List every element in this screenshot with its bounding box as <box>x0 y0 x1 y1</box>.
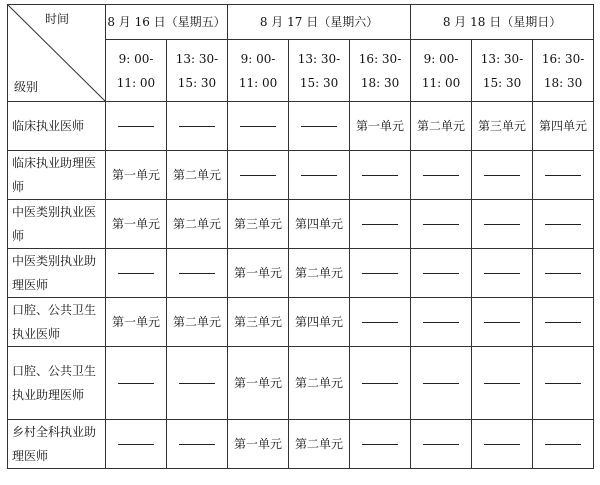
slot-end: 18: 30 <box>543 75 583 90</box>
slot-start: 13: 30- <box>480 51 524 66</box>
dash-line <box>118 444 154 445</box>
dash-line <box>484 444 520 445</box>
header-slot <box>533 40 594 102</box>
empty-cell <box>350 347 411 420</box>
unit-cell: 第四单元 <box>289 200 350 249</box>
dash-line <box>423 444 459 445</box>
empty-cell <box>350 200 411 249</box>
empty-cell <box>533 347 594 420</box>
empty-cell <box>411 420 472 469</box>
dash-line <box>545 273 581 274</box>
empty-cell <box>411 298 472 347</box>
empty-cell <box>472 298 533 347</box>
empty-cell <box>228 102 289 151</box>
empty-cell <box>472 420 533 469</box>
row-level-label: 临床执业助理医师 <box>8 151 106 200</box>
empty-cell <box>472 151 533 200</box>
dash-line <box>423 322 459 323</box>
empty-cell <box>228 151 289 200</box>
slot-end: 15: 30 <box>177 75 217 90</box>
row-level-label: 中医类别执业医师 <box>8 200 106 249</box>
dash-line <box>118 383 154 384</box>
header-slot <box>289 40 350 102</box>
dash-line <box>484 175 520 176</box>
dash-line <box>362 224 398 225</box>
empty-cell <box>472 347 533 420</box>
header-corner-cell <box>8 5 106 102</box>
dash-line <box>484 383 520 384</box>
header-slot <box>411 40 472 102</box>
slot-end: 11: 00 <box>116 75 156 90</box>
dash-line <box>545 383 581 384</box>
header-slot <box>472 40 533 102</box>
unit-cell: 第一单元 <box>228 249 289 298</box>
slot-end: 15: 30 <box>482 75 522 90</box>
dash-line <box>423 224 459 225</box>
table-row <box>8 249 594 298</box>
empty-cell <box>106 102 167 151</box>
empty-cell <box>289 151 350 200</box>
unit-cell: 第一单元 <box>106 200 167 249</box>
empty-cell <box>106 347 167 420</box>
unit-cell: 第四单元 <box>533 102 594 151</box>
header-level-label: 级别 <box>14 80 39 94</box>
slot-end: 11: 00 <box>421 75 461 90</box>
empty-cell <box>289 102 350 151</box>
dash-line <box>179 444 215 445</box>
dash-line <box>362 175 398 176</box>
row-level-label: 中医类别执业助理医师 <box>8 249 106 298</box>
slot-end: 15: 30 <box>299 75 339 90</box>
dash-line <box>179 273 215 274</box>
unit-cell: 第二单元 <box>167 200 228 249</box>
table-row <box>8 420 594 469</box>
empty-cell <box>167 249 228 298</box>
dash-line <box>545 175 581 176</box>
header-slot <box>106 40 167 102</box>
unit-cell: 第二单元 <box>289 249 350 298</box>
empty-cell <box>167 420 228 469</box>
unit-cell: 第二单元 <box>411 102 472 151</box>
empty-cell <box>411 249 472 298</box>
dash-line <box>118 273 154 274</box>
empty-cell <box>472 249 533 298</box>
header-date-18: 8 月 18 日（星期日） <box>411 5 594 40</box>
unit-cell: 第三单元 <box>228 200 289 249</box>
slot-start: 16: 30- <box>358 51 402 66</box>
header-row-dates <box>8 5 594 40</box>
dash-line <box>362 273 398 274</box>
unit-cell: 第三单元 <box>228 298 289 347</box>
header-time-label: 时间 <box>44 12 69 26</box>
empty-cell <box>411 200 472 249</box>
dash-line <box>179 383 215 384</box>
unit-cell: 第一单元 <box>350 102 411 151</box>
empty-cell <box>411 151 472 200</box>
empty-cell <box>533 200 594 249</box>
unit-cell: 第二单元 <box>167 298 228 347</box>
header-slot <box>350 40 411 102</box>
empty-cell <box>350 298 411 347</box>
unit-cell: 第二单元 <box>289 420 350 469</box>
dash-line <box>484 224 520 225</box>
empty-cell <box>533 249 594 298</box>
dash-line <box>362 444 398 445</box>
row-level-label: 乡村全科执业助理医师 <box>8 420 106 469</box>
header-date-17: 8 月 17 日（星期六） <box>228 5 411 40</box>
empty-cell <box>533 151 594 200</box>
unit-cell: 第四单元 <box>289 298 350 347</box>
empty-cell <box>350 151 411 200</box>
row-level-label: 口腔、公共卫生执业医师 <box>8 298 106 347</box>
dash-line <box>179 126 215 127</box>
dash-line <box>484 322 520 323</box>
table-row <box>8 200 594 249</box>
empty-cell <box>106 249 167 298</box>
dash-line <box>545 322 581 323</box>
empty-cell <box>350 249 411 298</box>
slot-start: 9: 00- <box>240 51 276 66</box>
unit-cell: 第二单元 <box>167 151 228 200</box>
dash-line <box>362 383 398 384</box>
unit-cell: 第一单元 <box>228 347 289 420</box>
exam-schedule-table <box>7 4 594 469</box>
slot-start: 9: 00- <box>423 51 459 66</box>
slot-start: 16: 30- <box>541 51 585 66</box>
table-row <box>8 298 594 347</box>
empty-cell <box>167 347 228 420</box>
dash-line <box>240 126 276 127</box>
table-row <box>8 347 594 420</box>
dash-line <box>301 175 337 176</box>
empty-cell <box>350 420 411 469</box>
row-level-label: 口腔、公共卫生执业助理医师 <box>8 347 106 420</box>
slot-start: 9: 00- <box>118 51 154 66</box>
row-level-label: 临床执业医师 <box>8 102 106 151</box>
dash-line <box>423 175 459 176</box>
dash-line <box>118 126 154 127</box>
unit-cell: 第一单元 <box>106 151 167 200</box>
dash-line <box>423 273 459 274</box>
slot-end: 18: 30 <box>360 75 400 90</box>
dash-line <box>423 383 459 384</box>
header-slot <box>167 40 228 102</box>
unit-cell: 第一单元 <box>106 298 167 347</box>
unit-cell: 第二单元 <box>289 347 350 420</box>
table-row <box>8 102 594 151</box>
dash-line <box>301 126 337 127</box>
dash-line <box>484 273 520 274</box>
dash-line <box>545 224 581 225</box>
header-date-16: 8 月 16 日（星期五） <box>106 5 228 40</box>
empty-cell <box>533 298 594 347</box>
dash-line <box>362 322 398 323</box>
dash-line <box>545 444 581 445</box>
header-slot <box>228 40 289 102</box>
table-row <box>8 151 594 200</box>
empty-cell <box>167 102 228 151</box>
empty-cell <box>106 420 167 469</box>
slot-end: 11: 00 <box>238 75 278 90</box>
slot-start: 13: 30- <box>297 51 341 66</box>
dash-line <box>240 175 276 176</box>
empty-cell <box>472 200 533 249</box>
empty-cell <box>533 420 594 469</box>
slot-start: 13: 30- <box>175 51 219 66</box>
unit-cell: 第三单元 <box>472 102 533 151</box>
unit-cell: 第一单元 <box>228 420 289 469</box>
empty-cell <box>411 347 472 420</box>
